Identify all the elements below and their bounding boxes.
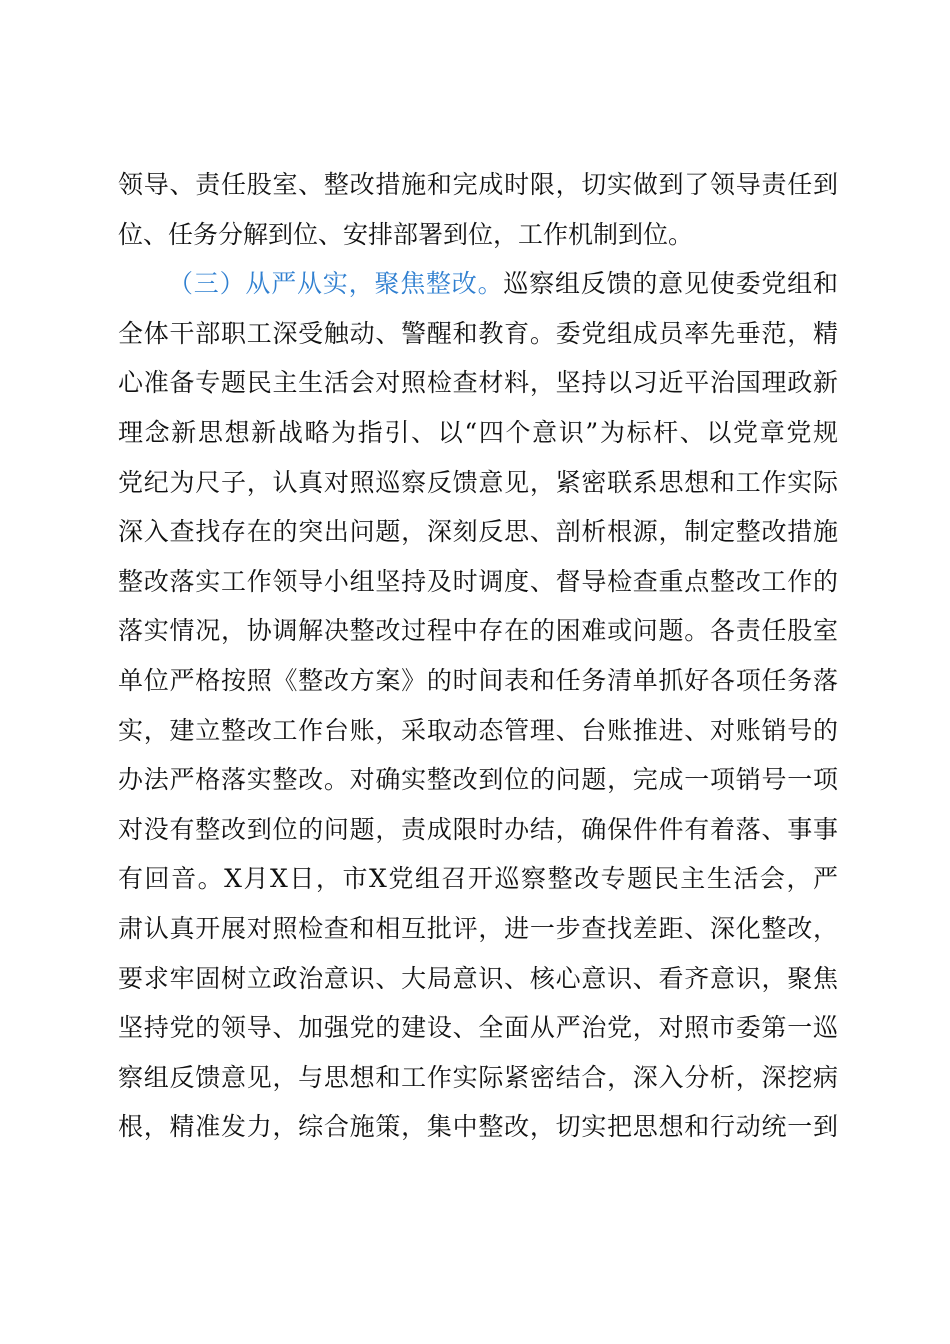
document-body [118, 160, 838, 1152]
text-line: 办法严格落实整改。对确实整改到位的问题，完成一项销号一项 [118, 765, 838, 795]
text-line: 位、任务分解到位、安排部署到位，工作机制到位。 [118, 219, 694, 249]
text-line: 坚持党的领导、加强党的建设、全面从严治党，对照市委第一巡 [118, 1013, 838, 1043]
text-run: 巡察组反馈的意见使委党组和 [503, 269, 838, 299]
text-line: 对没有整改到位的问题，责成限时办结，确保件件有着落、事事 [118, 814, 838, 844]
paragraph-1 [118, 160, 838, 259]
text-line: 整改落实工作领导小组坚持及时调度、督导检查重点整改工作的 [118, 566, 838, 596]
text-line: 实，建立整改工作台账，采取动态管理、台账推进、对账销号的 [118, 715, 838, 745]
paragraph-first-line [118, 259, 838, 309]
text-line: 党纪为尺子，认真对照巡察反馈意见，紧密联系思想和工作实际 [118, 467, 838, 497]
text-line: 有回音。X月X日，市X党组召开巡察整改专题民主生活会，严 [118, 864, 838, 894]
text-line: 要求牢固树立政治意识、大局意识、核心意识、看齐意识，聚焦 [118, 963, 838, 993]
text-line: 单位严格按照《整改方案》的时间表和任务清单抓好各项任务落 [118, 665, 838, 695]
text-line: 深入查找存在的突出问题，深刻反思、剖析根源，制定整改措施 [118, 517, 838, 547]
text-line: 领导、责任股室、整改措施和完成时限，切实做到了领导责任到 [118, 170, 838, 199]
text-line: 全体干部职工深受触动、警醒和教育。委党组成员率先垂范，精 [118, 318, 838, 348]
text-line: 心准备专题民主生活会对照检查材料，坚持以习近平治国理政新 [118, 368, 838, 398]
text-line: 落实情况，协调解决整改过程中存在的困难或问题。各责任股室 [118, 616, 838, 646]
paragraph-2 [118, 259, 838, 1152]
text-line: 根，精准发力，综合施策，集中整改，切实把思想和行动统一到 [118, 1112, 838, 1142]
section-heading: （三）从严从实，聚焦整改。 [168, 269, 504, 299]
text-line: 察组反馈意见，与思想和工作实际紧密结合，深入分析，深挖病 [118, 1062, 838, 1092]
text-line: 肃认真开展对照检查和相互批评，进一步查找差距、深化整改， [118, 913, 838, 943]
text-line: 理念新思想新战略为指引、以“四个意识”为标杆、以党章党规 [118, 417, 838, 447]
